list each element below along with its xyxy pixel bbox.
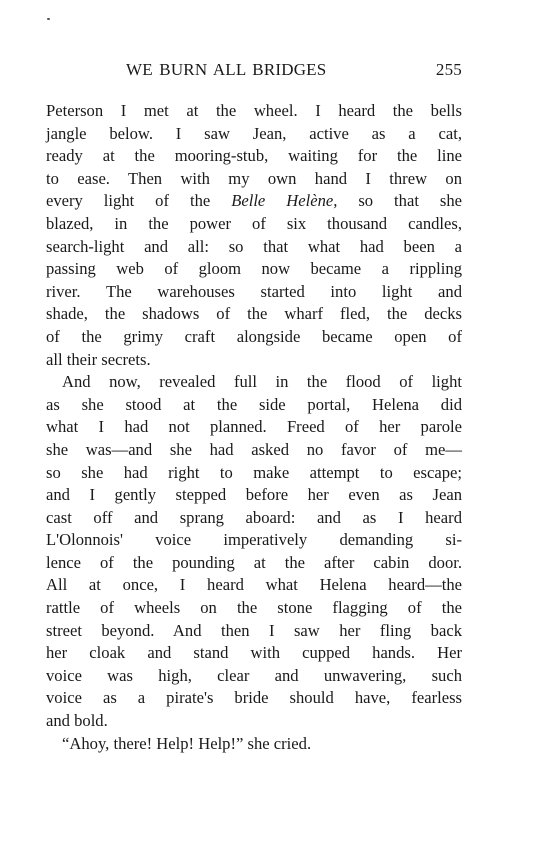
text-fragment: every light of the: [46, 191, 232, 211]
text-line: All at once, I heard what Helena heard—the: [46, 575, 462, 595]
text-line: voice was high, clear and unwavering, such: [46, 665, 462, 685]
body-text: [46, 100, 462, 755]
text-line: all their secrets.: [46, 349, 151, 369]
print-speck: [47, 18, 50, 20]
running-head: WE BURN ALL BRIDGES: [126, 60, 327, 79]
text-line: what I had not planned. Freed of her parole: [46, 417, 462, 437]
text-line: and bold.: [46, 711, 108, 731]
text-line: blazed, in the power of six thousand candles,: [46, 213, 462, 233]
text-line: lence of the pounding at the after cabin door.: [46, 552, 462, 572]
text-line: And now, revealed full in the flood of light: [62, 372, 462, 392]
ship-name: Belle Helène,: [231, 191, 338, 211]
text-line: L'Olonnois' voice imperatively demanding si-: [46, 530, 462, 550]
text-line: and I gently stepped before her even as Jean: [46, 485, 462, 505]
text-line: passing web of gloom now became a rippling: [46, 259, 462, 279]
page-header: [46, 60, 462, 84]
text-line: voice as a pirate's bride should have, fearless: [46, 688, 462, 708]
page-number: 255: [435, 60, 462, 79]
paragraph-3: [46, 733, 462, 756]
text-line: Peterson I met at the wheel. I heard the bells: [46, 101, 462, 120]
text-line: jangle below. I saw Jean, active as a cat,: [46, 123, 462, 143]
text-line: as she stood at the side portal, Helena did: [46, 394, 462, 414]
text-line: search-light and all: so that what had been a: [46, 236, 462, 256]
paragraph-2: [46, 371, 462, 733]
text-line: street beyond. And then I saw her fling back: [46, 620, 462, 640]
text-fragment: so that she: [337, 191, 463, 211]
text-line: of the grimy craft alongside became open of: [46, 326, 462, 346]
text-line: [46, 190, 462, 213]
text-line: cast off and sprang aboard: and as I heard: [46, 507, 462, 527]
paragraph-1: [46, 100, 462, 371]
text-line: river. The warehouses started into light and: [46, 281, 462, 301]
text-line: “Ahoy, there! Help! Help!” she cried.: [62, 733, 312, 753]
text-line: shade, the shadows of the wharf fled, the decks: [46, 304, 462, 324]
text-line: rattle of wheels on the stone flagging of the: [46, 598, 462, 618]
text-line: so she had right to make attempt to escape;: [46, 462, 462, 482]
text-line: her cloak and stand with cupped hands. Her: [46, 643, 462, 663]
text-line: she was—and she had asked no favor of me—: [46, 439, 462, 459]
text-line: ready at the mooring-stub, waiting for the line: [46, 146, 462, 166]
text-line: to ease. Then with my own hand I threw on: [46, 168, 462, 188]
